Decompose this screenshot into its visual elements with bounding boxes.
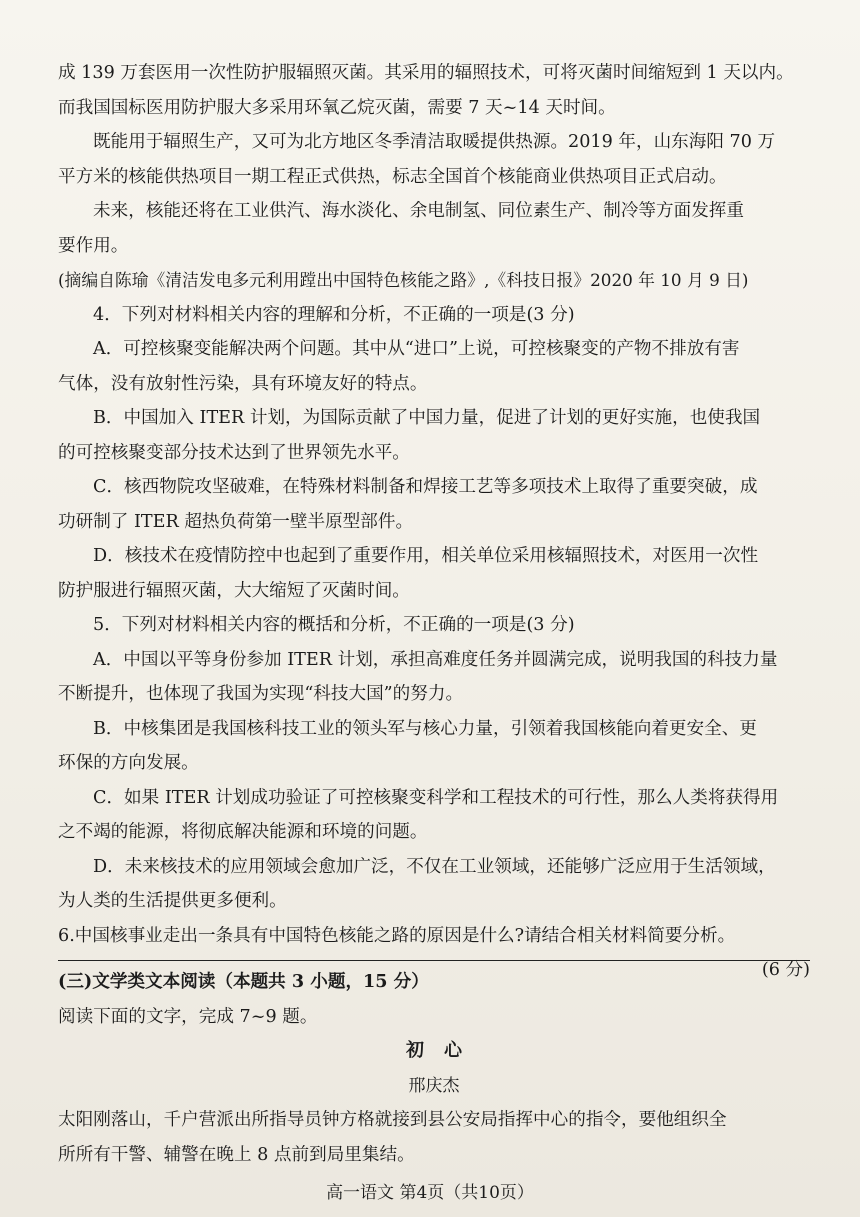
option-4b: B．中国加入 ITER 计划，为国际贡献了中国力量，促进了计划的更好实施，也使我国 [93, 408, 761, 428]
text-line: 未来，核能还将在工业供汽、海水淡化、余电制氢、同位素生产、制冷等方面发挥重 [93, 201, 744, 221]
question-4: 4．下列对材料相关内容的理解和分析，不正确的一项是(3 分) [93, 304, 575, 325]
option-5c-cont: 之不竭的能源，将彻底解决能源和环境的问题。 [58, 822, 428, 842]
questions [58, 298, 810, 988]
text-line: 要作用。 [58, 235, 129, 256]
story-body-line: 太阳刚落山，千户营派出所指导员钟方格就接到县公安局指挥中心的指令，要他组织全 [58, 1110, 727, 1130]
text-line: 成 139 万套医用一次性防护服辐照灭菌。其采用的辐照技术，可将灭菌时间缩短到 1 天以内。 [58, 63, 794, 83]
option-5b-cont: 环保的方向发展。 [58, 753, 199, 773]
page-footer: 高一语文 第4页（共10页） [326, 1183, 534, 1203]
section-divider [58, 960, 810, 961]
story-author: 邢庆杰 [408, 1075, 460, 1096]
text-line: 既能用于辐照生产，又可为北方地区冬季清洁取暖提供热源。2019 年，山东海阳 70 万 [93, 132, 776, 152]
section-heading: (三)文学类文本阅读（本题共 3 小题，15 分） [58, 971, 429, 992]
option-4b-cont: 的可控核聚变部分技术达到了世界领先水平。 [58, 442, 410, 463]
option-5a-cont: 不断提升，也体现了我国为实现“科技大国”的努力。 [58, 684, 464, 704]
literary-section [58, 965, 810, 1172]
option-4d-cont: 防护服进行辐照灭菌，大大缩短了灭菌时间。 [58, 580, 410, 601]
option-5b: B．中核集团是我国核科技工业的领头军与核心力量，引领着我国核能向着更安全、更 [93, 718, 757, 739]
option-4c-cont: 功研制了 ITER 超热负荷第一壁半原型部件。 [58, 511, 414, 532]
option-5c: C．如果 ITER 计划成功验证了可控核聚变科学和工程技术的可行性，那么人类将获得用 [93, 787, 779, 808]
story-body-line: 所所有干警、辅警在晚上 8 点前到局里集结。 [58, 1144, 415, 1165]
option-5a: A．中国以平等身份参加 ITER 计划，承担高难度任务并圆满完成，说明我国的科技力量 [93, 649, 778, 670]
text-line: 平方米的核能供热项目一期工程正式供热，标志全国首个核能商业供热项目正式启动。 [58, 166, 727, 187]
text-line: 而我国国标医用防护服大多采用环氧乙烷灭菌，需要 7 天~14 天时间。 [58, 97, 616, 118]
option-5d-cont: 为人类的生活提供更多便利。 [58, 891, 287, 911]
option-4a: A．可控核聚变能解决两个问题。其中从“进口”上说，可控核聚变的产物不排放有害 [93, 339, 740, 359]
passage-continuation [58, 56, 810, 298]
section-instruction: 阅读下面的文字，完成 7~9 题。 [58, 1006, 318, 1027]
source-citation: (摘编自陈瑜《清洁发电多元利用蹚出中国特色核能之路》,《科技日报》2020 年 10 月 9 日) [58, 270, 749, 290]
question-5: 5．下列对材料相关内容的概括和分析，不正确的一项是(3 分) [93, 615, 575, 635]
story-title: 初心 [406, 1040, 482, 1061]
question-6-score: (6 分) [761, 960, 810, 980]
option-5d: D．未来核技术的应用领域会愈加广泛，不仅在工业领域，还能够广泛应用于生活领域， [93, 856, 776, 877]
option-4c: C．核西物院攻坚破难，在特殊材料制备和焊接工艺等多项技术上取得了重要突破，成 [93, 477, 758, 497]
option-4a-cont: 气体，没有放射性污染，具有环境友好的特点。 [58, 373, 428, 394]
question-6: 6.中国核事业走出一条具有中国特色核能之路的原因是什么?请结合相关材料简要分析。 [58, 925, 736, 946]
option-4d: D．核技术在疫情防控中也起到了重要作用，相关单位采用核辐照技术，对医用一次性 [93, 546, 759, 566]
